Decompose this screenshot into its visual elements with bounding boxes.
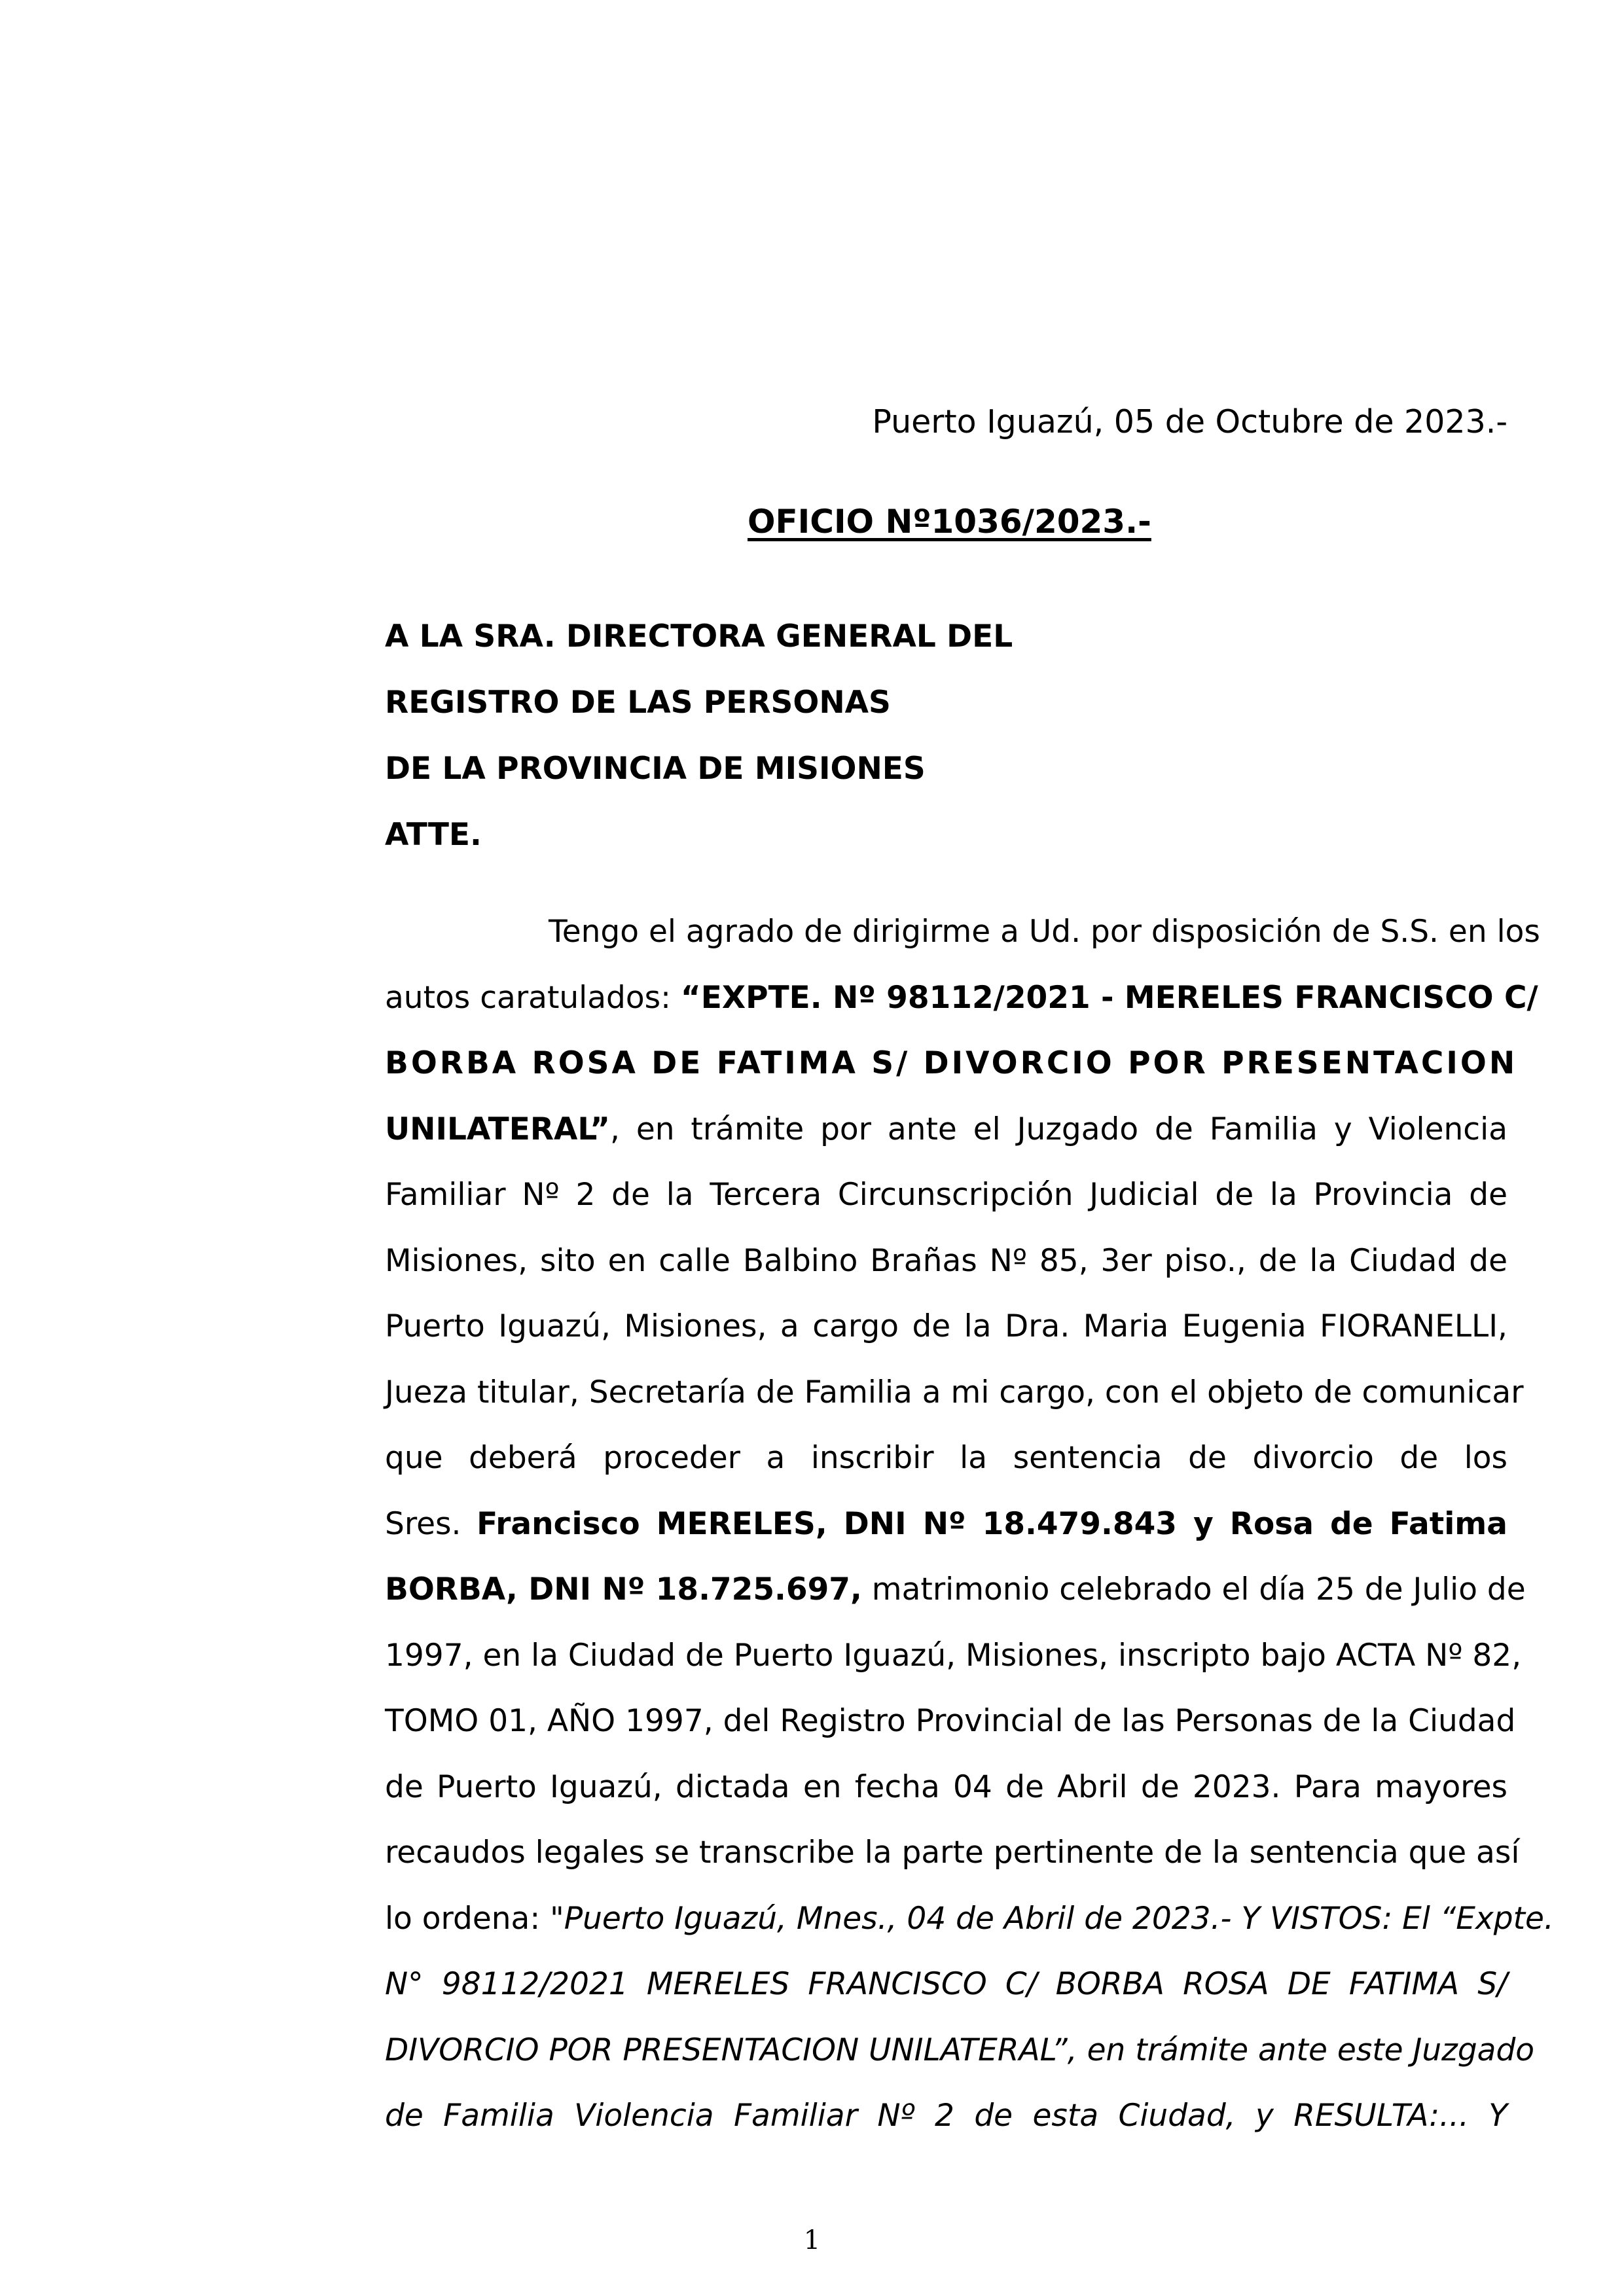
addressee-block [385,603,1498,868]
body-line: Tengo el agrado de dirigirme a Ud. por disposición de S.S. en los [549,914,1540,950]
addressee-line-1: A LA SRA. DIRECTORA GENERAL DEL [385,619,1013,655]
body-line: de Puerto Iguazú, dictada en fecha 04 de Abril de 2023. Para mayores [385,1768,1507,1805]
addressee-line-3: DE LA PROVINCIA DE MISIONES [385,751,926,787]
body-line: Misiones, sito en calle Balbino Brañas Nº 85, 3er piso., de la Ciudad de [385,1242,1507,1279]
body-line: Puerto Iguazú, Misiones, a cargo de la Dra. Maria Eugenia FIORANELLI, [385,1308,1507,1344]
body-line: BORBA, DNI Nº 18.725.697, matrimonio celebrado el día 25 de Julio de [385,1571,1526,1607]
body-line: UNILATERAL”, en trámite por ante el Juzgado de Familia y Violencia [385,1111,1507,1147]
addressee-line-4: ATTE. [385,817,482,853]
body-line: Sres. Francisco MERELES, DNI Nº 18.479.843 y Rosa de Fatima [385,1505,1507,1542]
page-number: 1 [803,2225,821,2255]
body-line: recaudos legales se transcribe la parte pertinente de la sentencia que así [385,1835,1520,1871]
body-line: N° 98112/2021 MERELES FRANCISCO C/ BORBA ROSA DE FATIMA S/ [385,1966,1507,2002]
addressee-line-2: REGISTRO DE LAS PERSONAS [385,685,891,721]
body-line: Familiar Nº 2 de la Tercera Circunscripción Judicial de la Provincia de [385,1177,1507,1213]
body-text [385,899,1554,2149]
body-line: de Familia Violencia Familiar Nº 2 de esta Ciudad, y RESULTA:... Y [385,2098,1507,2134]
body-line: que deberá proceder a inscribir la sentencia de divorcio de los [385,1440,1507,1476]
body-line: 1997, en la Ciudad de Puerto Iguazú, Misiones, inscripto bajo ACTA Nº 82, [385,1637,1522,1674]
body-line: Jueza titular, Secretaría de Familia a mi cargo, con el objeto de comunicar [385,1374,1524,1410]
body-line: TOMO 01, AÑO 1997, del Registro Provincial de las Personas de la Ciudad [385,1703,1516,1739]
body-line: lo ordena: "Puerto Iguazú, Mnes., 04 de Abril de 2023.- Y VISTOS: El “Expte. [385,1900,1554,1937]
place-date: Puerto Iguazú, 05 de Octubre de 2023.- [872,403,1507,440]
body-line: autos caratulados: “EXPTE. Nº 98112/2021 - MERELES FRANCISCO C/ [385,979,1538,1016]
oficio-title: OFICIO Nº1036/2023.- [748,503,1151,541]
body-line: DIVORCIO POR PRESENTACION UNILATERAL”, en trámite ante este Juzgado [385,2032,1535,2068]
body-line: BORBA ROSA DE FATIMA S/ DIVORCIO POR PRESENTACION [385,1045,1518,1081]
